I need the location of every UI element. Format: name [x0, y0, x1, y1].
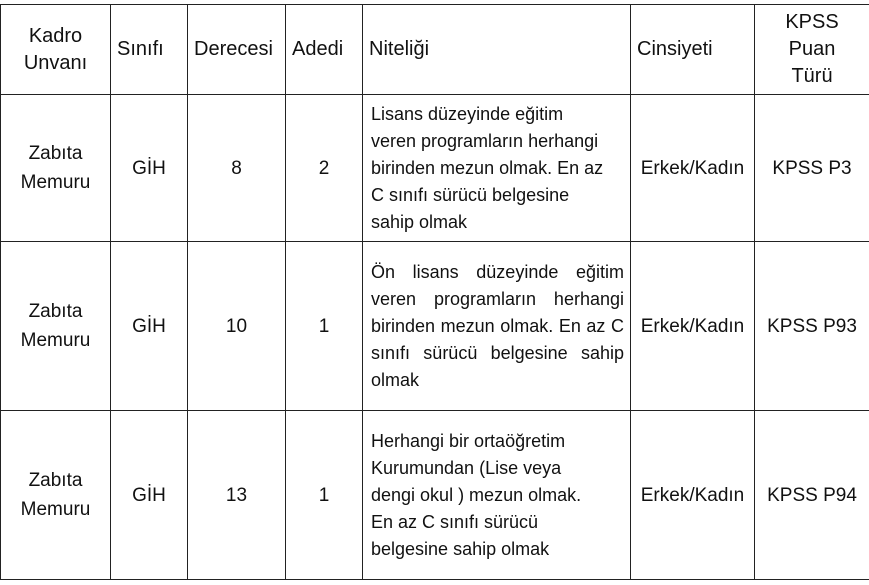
- cell-kadro-unvani: Zabıta Memuru: [1, 95, 111, 242]
- cell-adedi: 2: [286, 95, 363, 242]
- header-cinsiyeti: Cinsiyeti: [631, 5, 755, 95]
- cell-kadro-unvani: Zabıta Memuru: [1, 242, 111, 411]
- header-kadro-unvani: Kadro Unvanı: [1, 5, 111, 95]
- cell-adedi: 1: [286, 411, 363, 580]
- cell-sinifi: GİH: [111, 242, 188, 411]
- cell-cinsiyeti: Erkek/Kadın: [631, 95, 755, 242]
- cell-niteligi: Herhangi bir ortaöğretim Kurumundan (Lise veya dengi okul ) mezun olmak. En az C sınıfı sürücü belgesine sahip olmak: [363, 411, 631, 580]
- header-adedi: Adedi: [286, 5, 363, 95]
- cell-sinifi: GİH: [111, 411, 188, 580]
- table-row: [1, 95, 869, 242]
- cell-sinifi: GİH: [111, 95, 188, 242]
- table-row: [1, 242, 869, 411]
- header-kpss-puan-turu: KPSS Puan Türü: [755, 5, 869, 95]
- header-derecesi: Derecesi: [188, 5, 286, 95]
- cell-adedi: 1: [286, 242, 363, 411]
- cell-niteligi: Ön lisans düzeyinde eğitim veren programların herhangi birinden mezun olmak. En az C sınıfı sürücü belgesine sahip olmak: [363, 242, 631, 411]
- cell-kpss-puan-turu: KPSS P93: [755, 242, 869, 411]
- cell-kadro-unvani: Zabıta Memuru: [1, 411, 111, 580]
- cell-kpss-puan-turu: KPSS P3: [755, 95, 869, 242]
- header-niteligi: Niteliği: [363, 5, 631, 95]
- cell-niteligi: Lisans düzeyinde eğitim veren programların herhangi birinden mezun olmak. En az C sınıfı sürücü belgesine sahip olmak: [363, 95, 631, 242]
- cell-derecesi: 10: [188, 242, 286, 411]
- cell-kpss-puan-turu: KPSS P94: [755, 411, 869, 580]
- cell-cinsiyeti: Erkek/Kadın: [631, 411, 755, 580]
- staff-position-table: [0, 4, 869, 580]
- cell-derecesi: 13: [188, 411, 286, 580]
- table-header-row: [1, 5, 869, 95]
- header-sinifi: Sınıfı: [111, 5, 188, 95]
- cell-cinsiyeti: Erkek/Kadın: [631, 242, 755, 411]
- cell-derecesi: 8: [188, 95, 286, 242]
- table-row: [1, 411, 869, 580]
